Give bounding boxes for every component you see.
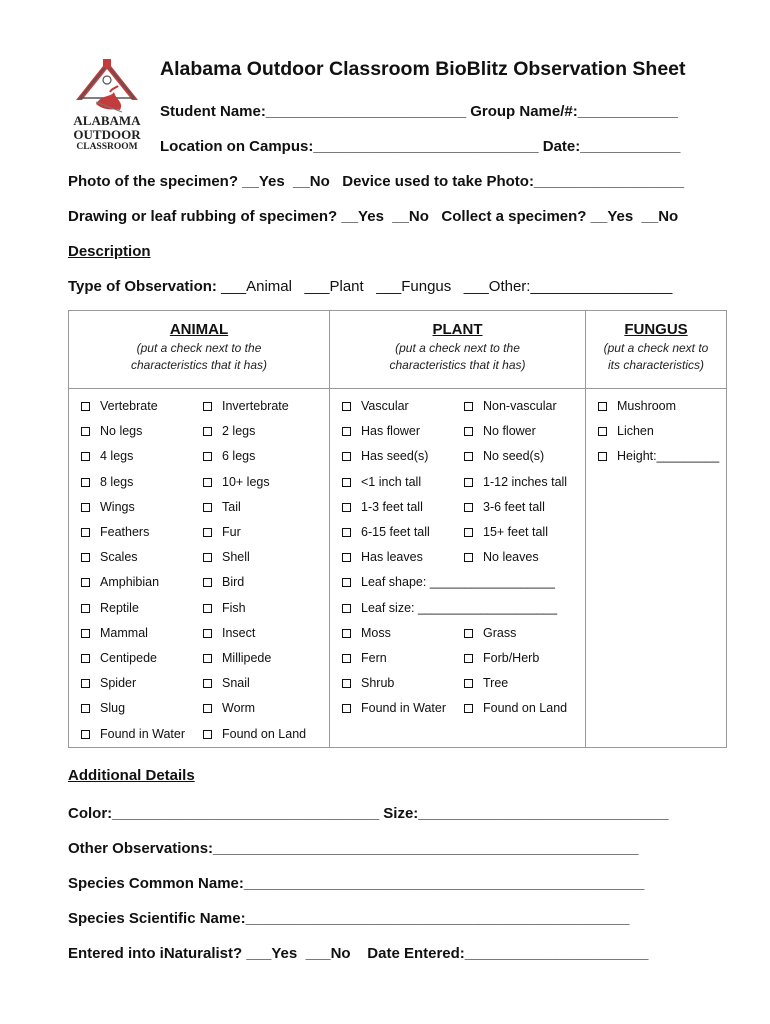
plant-check-item[interactable] [464,626,516,640]
animal-check-item[interactable] [81,701,125,715]
plant-check-label: Forb/Herb [483,651,540,665]
fungus-header [586,311,727,389]
checkbox-icon[interactable] [342,503,351,512]
student-group-line[interactable]: Student Name:________________________ Group Name/#:____________ [160,103,678,120]
plant-check-item[interactable] [464,449,544,463]
checkbox-icon[interactable] [81,654,90,663]
animal-check-label: Centipede [100,651,157,665]
animal-check-item[interactable] [203,475,270,489]
logo-line-3: CLASSROOM [76,142,138,152]
animal-check-label: 6 legs [222,449,256,464]
animal-check-label: Tail [222,499,241,514]
animal-check-item[interactable] [81,399,158,413]
checkbox-icon[interactable] [464,704,473,713]
other-observations-line[interactable]: Other Observations:___________________________________________________ [68,840,639,857]
plant-check-item[interactable] [342,399,409,413]
plant-check-label: Has leaves [361,550,423,565]
checkbox-icon[interactable] [342,654,351,663]
checkbox-icon[interactable] [203,528,212,537]
checkbox-icon[interactable] [464,654,473,663]
animal-check-item[interactable] [81,601,139,615]
alabama-outdoor-classroom-logo [66,58,148,156]
fungus-heading: FUNGUS [624,321,688,338]
fungus-check-label: Height:_________ [617,449,720,464]
checkbox-icon[interactable] [203,629,212,638]
checkbox-icon[interactable] [342,679,351,688]
plant-check-label: No leaves [483,550,539,565]
animal-check-item[interactable] [81,525,149,539]
checkbox-icon[interactable] [81,604,90,613]
checkbox-icon[interactable] [203,478,212,487]
checkbox-icon[interactable] [464,629,473,638]
fungus-check-label: Lichen [617,424,654,439]
checkbox-icon[interactable] [464,478,473,487]
plant-check-label: <1 inch tall [361,474,422,489]
plant-check-item[interactable] [342,500,423,514]
fungus-check-item[interactable] [598,399,676,413]
checkbox-icon[interactable] [203,578,212,587]
animal-check-item[interactable] [203,676,250,690]
plant-check-label: 6-15 feet tall [361,525,430,539]
checkbox-icon[interactable] [464,427,473,436]
plant-check-item[interactable] [464,651,539,665]
checkbox-icon[interactable] [598,402,607,411]
checkbox-icon[interactable] [81,629,90,638]
checkbox-icon[interactable] [81,704,90,713]
plant-check-item[interactable] [342,651,387,665]
animal-check-label: Bird [222,575,245,590]
checkbox-icon[interactable] [81,553,90,562]
animal-check-item[interactable] [81,449,133,463]
checkbox-icon[interactable] [598,452,607,461]
checkbox-icon[interactable] [342,402,351,411]
plant-check-item[interactable] [464,525,548,539]
checkbox-icon[interactable] [81,503,90,512]
checkbox-icon[interactable] [203,730,212,739]
plant-check-label: 15+ feet tall [483,525,548,539]
plant-check-label: 1-3 feet tall [361,499,423,514]
animal-check-label: Millipede [222,651,272,665]
checkbox-icon[interactable] [342,553,351,562]
animal-check-item[interactable] [203,575,244,589]
animal-checklist [69,389,330,748]
location-date-line[interactable]: Location on Campus:___________________________ Date:____________ [160,138,681,155]
plant-check-label: Grass [483,625,517,640]
plant-check-label: Has flower [361,424,421,439]
checkbox-icon[interactable] [81,427,90,436]
plant-check-item[interactable] [342,424,420,438]
fungus-sub1: (put a check next to [603,341,709,355]
animal-check-label: Fur [222,525,241,539]
plant-check-label: Found in Water [361,701,446,716]
plant-check-label: Leaf shape: __________________ [361,575,555,590]
plant-check-item[interactable] [464,399,557,413]
plant-check-label: Has seed(s) [361,449,429,464]
plant-check-item[interactable] [342,575,555,589]
fungus-check-label: Mushroom [617,399,677,413]
plant-check-item[interactable] [342,525,430,539]
plant-check-item[interactable] [342,475,421,489]
schoolhouse-icon [66,58,148,118]
logo-line-1: ALABAMA [73,113,141,128]
animal-check-label: Found on Land [222,726,307,741]
plant-check-label: Tree [483,676,509,691]
checkbox-icon[interactable] [342,604,351,613]
plant-checklist [330,389,586,748]
checkbox-icon[interactable] [81,528,90,537]
checkbox-icon[interactable] [203,604,212,613]
description-heading: Description [68,243,151,260]
plant-check-label: 1-12 inches tall [483,474,568,489]
plant-check-label: Vascular [361,399,409,413]
animal-check-label: Slug [100,701,126,716]
checkbox-icon[interactable] [81,402,90,411]
type-of-observation-line[interactable] [68,278,672,295]
plant-check-item[interactable] [342,626,391,640]
animal-check-label: Insect [222,625,256,640]
checkbox-icon[interactable] [203,427,212,436]
plant-sub2: characteristics that it has) [389,358,526,372]
plant-check-label: Non-vascular [483,399,557,413]
checkbox-icon[interactable] [464,402,473,411]
animal-check-label: Worm [222,701,256,716]
checkbox-icon[interactable] [203,679,212,688]
plant-sub1: (put a check next to the [395,341,520,355]
plant-check-item[interactable] [342,550,423,564]
checkbox-icon[interactable] [342,452,351,461]
plant-check-label: Shrub [361,676,395,691]
checkbox-icon[interactable] [342,478,351,487]
animal-check-label: Mammal [100,625,148,640]
animal-check-label: No legs [100,424,143,439]
animal-sub1: (put a check next to the [136,341,262,355]
animal-check-item[interactable] [203,601,246,615]
plant-check-item[interactable] [464,550,539,564]
plant-header [330,311,586,389]
animal-check-item[interactable] [203,525,241,539]
checkbox-icon[interactable] [342,578,351,587]
animal-check-item[interactable] [203,701,255,715]
checkbox-icon[interactable] [203,654,212,663]
plant-check-label: No flower [483,424,536,439]
checkbox-icon[interactable] [342,704,351,713]
fungus-checklist [586,389,727,748]
page-title: Alabama Outdoor Classroom BioBlitz Observation Sheet [160,58,686,80]
animal-check-item[interactable] [81,500,135,514]
animal-header [69,311,330,389]
checkbox-icon[interactable] [464,528,473,537]
animal-check-item[interactable] [203,626,255,640]
plant-check-label: Fern [361,651,387,665]
additional-details-heading: Additional Details [68,767,195,784]
species-common-name-line[interactable]: Species Common Name:________________________________________________ [68,875,645,892]
type-of-observation-options[interactable]: ___Animal ___Plant ___Fungus ___Other:_________________ [221,278,673,295]
animal-check-item[interactable] [203,399,289,413]
animal-check-item[interactable] [203,550,250,564]
animal-heading: ANIMAL [169,321,229,338]
animal-check-item[interactable] [81,475,133,489]
photo-line[interactable]: Photo of the specimen? __Yes __No Device used to take Photo:__________________ [68,173,685,190]
checkbox-icon[interactable] [598,427,607,436]
fungus-sub2: its characteristics) [607,358,705,372]
color-size-line[interactable]: Color:________________________________ Size:______________________________ [68,805,669,822]
animal-check-item[interactable] [81,424,142,438]
checkbox-icon[interactable] [342,629,351,638]
checkbox-icon[interactable] [81,478,90,487]
checkbox-icon[interactable] [203,553,212,562]
checkbox-icon[interactable] [464,452,473,461]
animal-check-item[interactable] [81,550,138,564]
animal-check-item[interactable] [81,626,148,640]
animal-check-label: Invertebrate [222,399,289,413]
animal-check-item[interactable] [203,424,255,438]
animal-check-item[interactable] [203,449,255,463]
animal-check-label: Feathers [100,525,150,539]
plant-check-item[interactable] [464,500,545,514]
animal-check-label: Scales [100,550,138,565]
species-scientific-name-line[interactable]: Species Scientific Name:______________________________________________ [68,910,630,927]
animal-check-label: 10+ legs [222,474,270,489]
animal-check-label: Spider [100,676,137,691]
checkbox-icon[interactable] [203,452,212,461]
checkbox-icon[interactable] [342,427,351,436]
animal-check-item[interactable] [203,500,241,514]
animal-check-label: Snail [222,676,250,691]
plant-check-label: No seed(s) [483,449,545,464]
checkbox-icon[interactable] [203,704,212,713]
drawing-line[interactable]: Drawing or leaf rubbing of specimen? __Yes __No Collect a specimen? __Yes __No [68,208,679,225]
checkbox-icon[interactable] [203,402,212,411]
animal-sub2: characteristics that it has) [130,358,268,372]
animal-check-item[interactable] [81,727,185,741]
checkbox-icon[interactable] [203,503,212,512]
plant-check-label: Leaf size: ____________________ [361,600,558,615]
plant-check-item[interactable] [342,601,557,615]
plant-check-item[interactable] [342,449,428,463]
type-of-observation-label: Type of Observation: [68,278,217,295]
observation-table [68,310,727,748]
animal-check-label: Amphibian [100,575,160,590]
plant-heading: PLANT [432,321,483,338]
animal-check-label: Vertebrate [100,399,158,413]
animal-check-item[interactable] [81,676,136,690]
animal-check-label: 2 legs [222,424,256,439]
animal-check-label: 8 legs [100,474,134,489]
fungus-check-item[interactable] [598,424,654,438]
plant-check-item[interactable] [464,424,536,438]
checkbox-icon[interactable] [464,503,473,512]
checkbox-icon[interactable] [81,730,90,739]
checkbox-icon[interactable] [81,452,90,461]
animal-check-label: Reptile [100,600,139,615]
checkbox-icon[interactable] [464,553,473,562]
checkbox-icon[interactable] [342,528,351,537]
plant-check-label: 3-6 feet tall [483,499,545,514]
animal-check-label: Fish [222,600,246,615]
animal-check-item[interactable] [81,575,159,589]
animal-check-label: Wings [100,499,135,514]
inaturalist-line[interactable]: Entered into iNaturalist? ___Yes ___No Date Entered:______________________ [68,945,649,962]
plant-check-item[interactable] [342,676,394,690]
plant-check-item[interactable] [464,475,567,489]
plant-check-item[interactable] [342,701,446,715]
plant-check-item[interactable] [464,676,508,690]
checkbox-icon[interactable] [464,679,473,688]
plant-check-item[interactable] [464,701,567,715]
animal-check-label: 4 legs [100,449,134,464]
plant-check-label: Found on Land [483,701,568,716]
animal-check-label: Shell [222,550,250,565]
animal-check-item[interactable] [203,727,306,741]
fungus-check-item[interactable] [598,449,719,463]
plant-check-label: Moss [361,625,391,640]
animal-check-item[interactable] [81,651,157,665]
animal-check-item[interactable] [203,651,271,665]
logo-line-2: OUTDOOR [73,127,141,142]
checkbox-icon[interactable] [81,578,90,587]
animal-check-label: Found in Water [100,726,185,741]
checkbox-icon[interactable] [81,679,90,688]
